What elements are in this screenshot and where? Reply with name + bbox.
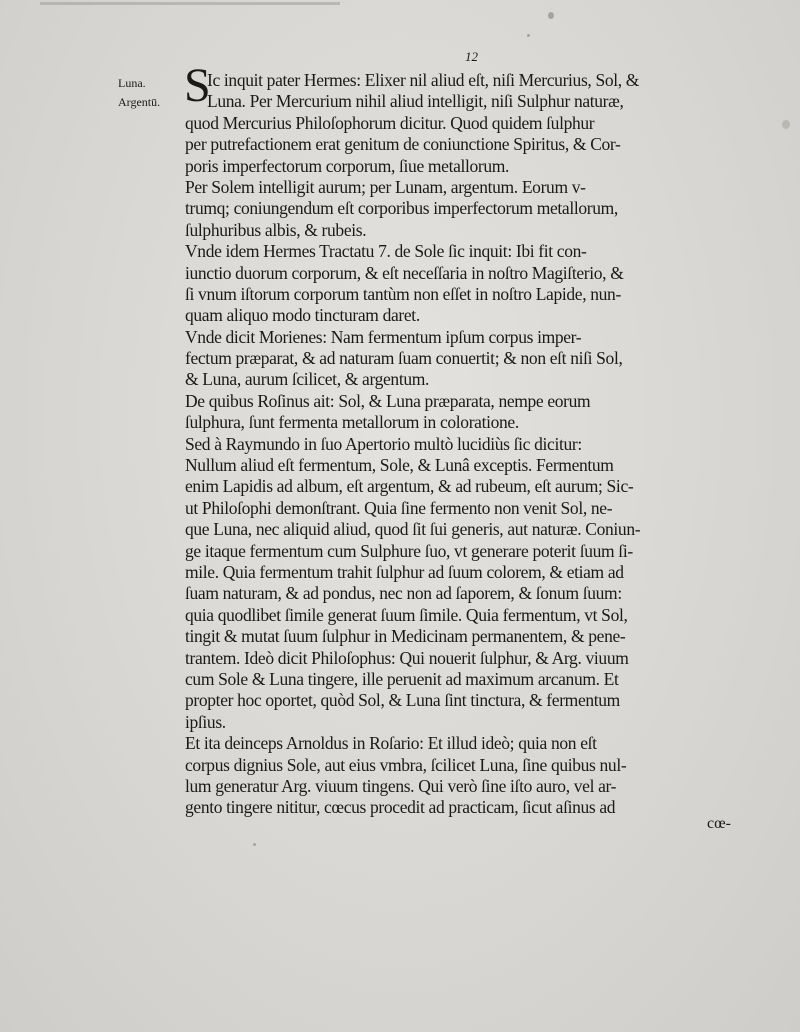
text-line: gento tingere nititur, cœcus procedit ad practicam, ſicut aſinus ad [185,797,616,818]
paper-speck [548,12,554,19]
text-line: De quibus Roſinus ait: Sol, & Luna præparata, nempe eorum [185,390,591,411]
margin-note-argentum: Argentū. [118,95,161,109]
text-line: Sed à Raymundo in ſuo Apertorio multò lucidiùs ſic dicitur: [185,433,582,454]
text-line: poris imperfectorum corporum, ſiue metallorum. [185,155,510,176]
paper-speck [782,120,790,129]
text-line: Vnde dicit Morienes: Nam fermentum ipſum corpus imper- [185,326,582,347]
text-line: mile. Quia fermentum trahit ſulphur ad ſuum colorem, & etiam ad [185,561,624,582]
text-line: Et ita deinceps Arnoldus in Roſario: Et illud ideò; quia non eſt [185,733,597,754]
catchword: cœ- [707,815,731,832]
margin-note-luna: Luna. [118,76,146,90]
text-line: & Luna, aurum ſcilicet, & argentum. [185,369,430,390]
text-line: ipſius. [185,711,226,732]
text-line: per putrefactionem erat genitum de coniunctione Spiritus, & Cor- [185,134,621,155]
text-line: ſuam naturam, & ad pondus, nec non ad ſaporem, & ſonum ſuum: [185,583,622,604]
top-edge-shadow [40,2,340,5]
text-line: ſulphura, ſunt fermenta metallorum in coloratione. [185,412,519,433]
text-line: propter hoc oportet, quòd Sol, & Luna ſint tinctura, & fermentum [185,690,620,711]
text-line: ge itaque fermentum cum Sulphure ſuo, vt generare poterit ſuum ſi- [185,540,633,561]
text-line: enim Lapidis ad album, eſt argentum, & ad rubeum, eſt aurum; Sic- [185,476,634,497]
text-line: ſulphuribus albis, & rubeis. [185,219,367,240]
text-line: Nullum aliud eſt fermentum, Sole, & Lunâ exceptis. Fermentum [185,455,614,476]
text-line: Per Solem intelligit aurum; per Lunam, argentum. Eorum v- [185,176,586,197]
text-line: Ic inquit pater Hermes: Elixer nil aliud eſt, niſi Mercurius, Sol, & [207,70,640,90]
body-text [185,70,763,819]
text-line: quod Mercurius Philoſophorum dicitur. Quod quidem ſulphur [185,112,595,133]
paper-speck [527,34,530,37]
text-line: fectum præparat, & ad naturam ſuam conuertit; & non eſt niſi Sol, [185,348,623,369]
text-line: Luna. Per Mercurium nihil aliud intelligit, niſi Sulphur naturæ, [207,91,624,112]
text-line: corpus dignius Sole, aut eius vmbra, ſcilicet Luna, ſine quibus nul- [185,754,627,775]
text-line: lum generatur Arg. viuum tingens. Qui verò ſine iſto auro, vel ar- [185,775,617,796]
drop-cap: S [184,59,211,112]
text-line: trantem. Ideò dicit Philoſophus: Qui nouerit ſulphur, & Arg. viuum [185,647,629,668]
text-line: que Luna, nec aliquid aliud, quod ſit ſui generis, aut naturæ. Coniun- [185,519,641,540]
text-line: tingit & mutat ſuum ſulphur in Medicinam permanentem, & pene- [185,626,626,647]
text-line: trumq; coniungendum eſt corporibus imperfectorum metallorum, [185,198,618,219]
page-number: 12 [465,49,478,64]
text-line: Vnde idem Hermes Tractatu 7. de Sole ſic inquit: Ibi fit con- [185,241,587,262]
text-line: quia quodlibet ſimile generat ſuum ſimile. Quia fermentum, vt Sol, [185,604,628,625]
text-line: ut Philoſophi demonſtrant. Quia ſine fermento non venit Sol, ne- [185,497,613,518]
text-line: cum Sole & Luna tingere, ille peruenit ad maximum arcanum. Et [185,668,619,689]
text-line: iunctio duorum corporum, & eſt neceſſaria in noſtro Magiſterio, & [185,262,624,283]
text-line: ſi vnum iſtorum corporum tantùm non eſſet in noſtro Lapide, nun- [185,283,621,304]
text-line: quam aliquo modo tincturam daret. [185,305,420,326]
margin-notes [118,74,168,112]
paper-speck [253,843,256,846]
